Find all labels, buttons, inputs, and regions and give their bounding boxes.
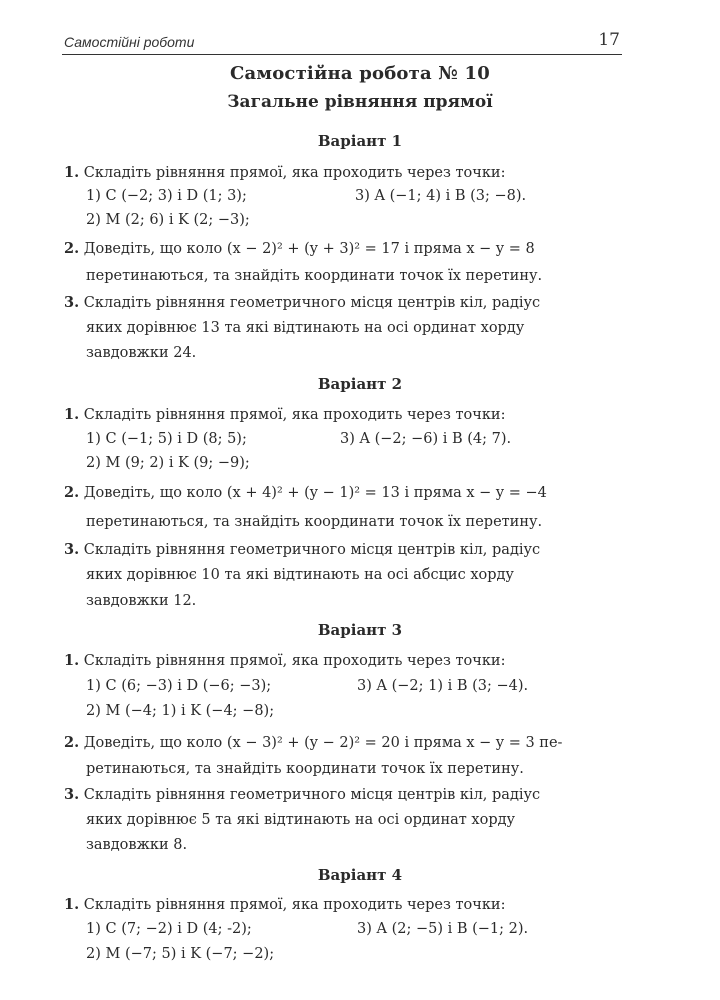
- variant-4-point-pair-3: 3) A (2; −5) і B (−1; 2).: [357, 921, 529, 937]
- variant-1-point-pair-2: 2) M (2; 6) і K (2; −3);: [86, 212, 250, 228]
- work-subtitle: Загальне рівняння прямої: [227, 92, 493, 112]
- variant-2-task-1: [64, 406, 505, 423]
- task-number: 2.: [64, 734, 80, 751]
- task-text: Складіть рівняння прямої, яка проходить через точки:: [83, 653, 506, 669]
- variant-3-task-3-line-2: яких дорівнює 5 та які відтинають на осі ординат хорду: [86, 812, 516, 828]
- variant-2-task-3-line-2: яких дорівнює 10 та які відтинають на осі абсцис хорду: [86, 567, 514, 583]
- task-number: 2.: [64, 240, 80, 257]
- work-title: Самостійна робота № 10: [229, 63, 490, 84]
- task-text-line-1: Доведіть, що коло (x − 2)² + (y + 3)² = 17 і пряма x − y = 8: [83, 241, 535, 257]
- task-number: 1.: [64, 896, 80, 913]
- variant-2-task-3: [64, 541, 540, 558]
- task-number: 3.: [64, 541, 80, 558]
- task-text-line-1: Доведіть, що коло (x − 3)² + (y − 2)² = 20 і пряма x − y = 3 пе-: [83, 735, 563, 751]
- task-text-line-1: Складіть рівняння геометричного місця центрів кіл, радіус: [83, 542, 541, 558]
- variant-3-task-1: [64, 652, 505, 669]
- variant-1-task-3-line-3: завдовжки 24.: [86, 345, 197, 361]
- task-text-line-1: Складіть рівняння геометричного місця центрів кіл, радіус: [83, 787, 541, 803]
- variant-3-task-2-line-2: ретинаються, та знайдіть координати точок їх перетину.: [86, 761, 524, 777]
- task-number: 2.: [64, 484, 80, 501]
- variant-3-heading: Варіант 3: [317, 621, 403, 639]
- variant-2-point-pair-1: 1) C (−1; 5) і D (8; 5);: [86, 431, 247, 447]
- variant-1-task-2-line-2: перетинаються, та знайдіть координати точок їх перетину.: [86, 268, 543, 284]
- variant-2-task-3-line-3: завдовжки 12.: [86, 593, 197, 609]
- task-text-line-1: Доведіть, що коло (x + 4)² + (y − 1)² = 13 і пряма x − y = −4: [83, 485, 547, 501]
- variant-1-task-3: [64, 294, 540, 311]
- variant-3-point-pair-1: 1) C (6; −3) і D (−6; −3);: [86, 678, 272, 694]
- variant-2-task-2-line-2: перетинаються, та знайдіть координати точок їх перетину.: [86, 514, 543, 530]
- variant-3-task-3-line-3: завдовжки 8.: [86, 837, 188, 853]
- variant-2-heading: Варіант 2: [317, 375, 403, 393]
- running-header: [62, 30, 622, 55]
- variant-2-point-pair-2: 2) M (9; 2) і K (9; −9);: [86, 455, 250, 471]
- variant-4-task-1: [64, 896, 505, 913]
- variant-3-task-3: [64, 786, 540, 803]
- variant-4-point-pair-2: 2) M (−7; 5) і K (−7; −2);: [86, 946, 275, 962]
- variant-4-point-pair-1: 1) C (7; −2) і D (4; -2);: [86, 921, 252, 937]
- variant-1-task-1: [64, 164, 505, 181]
- task-number: 3.: [64, 294, 80, 311]
- task-number: 1.: [64, 164, 80, 181]
- variant-1-task-2: [64, 240, 535, 257]
- task-number: 1.: [64, 406, 80, 423]
- variant-1-point-pair-3: 3) A (−1; 4) і B (3; −8).: [355, 188, 527, 204]
- variant-3-task-2: [64, 734, 562, 751]
- task-text: Складіть рівняння прямої, яка проходить через точки:: [83, 407, 506, 423]
- header-section-title: Самостійні роботи: [64, 34, 195, 50]
- task-text: Складіть рівняння прямої, яка проходить через точки:: [83, 897, 506, 913]
- variant-3-point-pair-3: 3) A (−2; 1) і B (3; −4).: [357, 678, 529, 694]
- variant-1-heading: Варіант 1: [317, 132, 403, 150]
- page-number: 17: [598, 30, 620, 50]
- variant-4-heading: Варіант 4: [317, 866, 403, 884]
- task-text-line-1: Складіть рівняння геометричного місця центрів кіл, радіус: [83, 295, 541, 311]
- task-number: 3.: [64, 786, 80, 803]
- variant-3-point-pair-2: 2) M (−4; 1) і K (−4; −8);: [86, 703, 275, 719]
- variant-2-task-2: [64, 484, 547, 501]
- variant-1-point-pair-1: 1) C (−2; 3) і D (1; 3);: [86, 188, 247, 204]
- task-number: 1.: [64, 652, 80, 669]
- variant-2-point-pair-3: 3) A (−2; −6) і B (4; 7).: [340, 431, 512, 447]
- task-text: Складіть рівняння прямої, яка проходить через точки:: [83, 165, 506, 181]
- variant-1-task-3-line-2: яких дорівнює 13 та які відтинають на осі ординат хорду: [86, 320, 525, 336]
